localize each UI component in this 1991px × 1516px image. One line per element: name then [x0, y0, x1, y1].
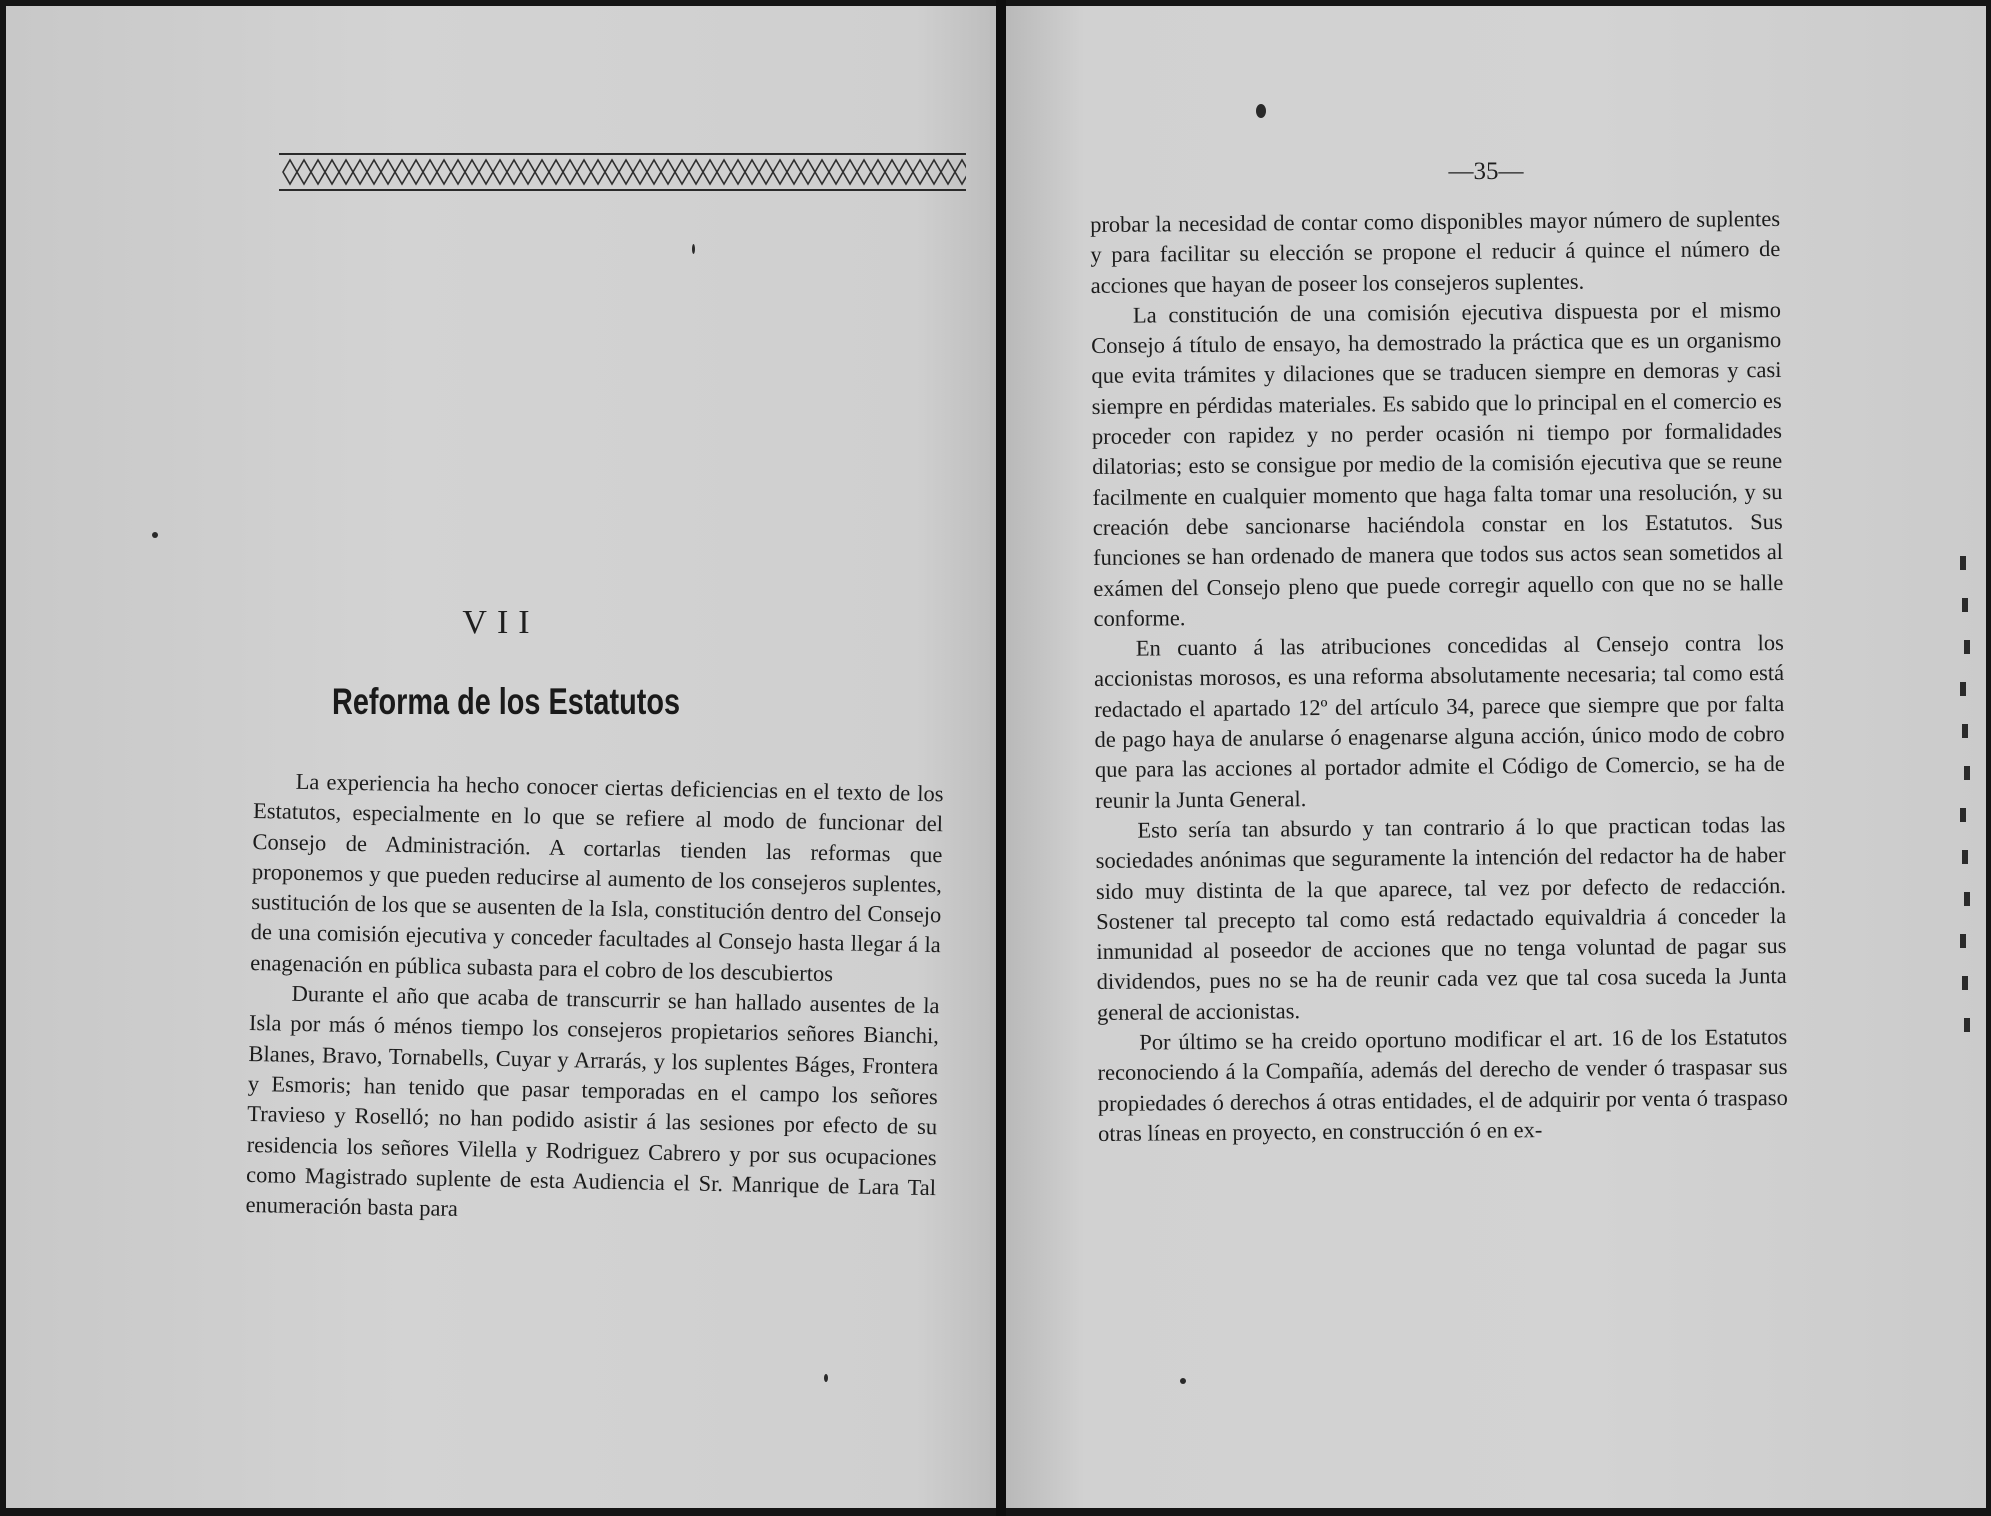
ink-speck: [824, 1374, 828, 1382]
bleed-mark: [1964, 892, 1970, 906]
bleed-mark: [1960, 556, 1966, 570]
bleed-mark: [1962, 724, 1968, 738]
ornament-diamond: [829, 160, 843, 184]
ornament-diamond: [731, 160, 745, 184]
ornament-diamond: [647, 160, 661, 184]
ornament-diamond: [451, 160, 465, 184]
ornament-diamond: [507, 160, 521, 184]
left-body-text: [245, 766, 944, 1234]
ornament-diamond: [381, 160, 395, 184]
ornament-diamond: [885, 160, 899, 184]
paragraph: Esto sería tan absurdo y tan contrario á lo que practican todas las sociedades anónimas que seguramente la intención del redactor ha de haber sido muy distinta de la que aparece, tal vez por defecto de redacción. Sostener tal precepto tal como está redactado equivaldria á conceder la inmunidad al poseedor de acciones que no tenga voluntad de pagar sus dividendos, pues no se ha de reunir cada vez que tal cosa suceda la Junta general de accionistas.: [1095, 811, 1787, 1025]
ornament-diamond: [409, 160, 423, 184]
ornament-diamond: [815, 160, 829, 184]
paragraph: probar la necesidad de contar como disponibles mayor número de suplentes y para facilitar su elección se propone el reducir á quince el número de acciones que hayan de poseer los consejeros suplentes.: [1090, 205, 1781, 298]
ornament-diamond: [857, 160, 871, 184]
ornament-diamond: [745, 160, 759, 184]
bleed-mark: [1964, 640, 1970, 654]
ornament-diamond: [773, 160, 787, 184]
ornament-diamond: [661, 160, 675, 184]
edge-bleed-marks: [1954, 546, 1976, 1066]
ornament-diamond: [367, 160, 381, 184]
ornament-diamond: [521, 160, 535, 184]
ornament-diamond: [633, 160, 647, 184]
bleed-mark: [1964, 766, 1970, 780]
ornament-diamond: [717, 160, 731, 184]
ink-speck: [152, 532, 158, 538]
right-body-text: [1090, 204, 1788, 1149]
paragraph: En cuanto á las atribuciones concedidas al Censejo contra los accionistas morosos, es una reforma absolutamente necesaria; tal como está redactado el apartado 12º del artículo 34, parece que siempre que por falta de pago haya de anularse ó enagenarse alguna acción, único modo de cobro que para las acciones al portador admite el Código de Comercio, se ha de reunir la Junta General.: [1093, 630, 1785, 813]
ornament-diamond: [465, 160, 479, 184]
ornament-diamond: [703, 160, 717, 184]
bleed-mark: [1962, 976, 1968, 990]
bleed-mark: [1964, 1018, 1970, 1032]
ink-speck: [1180, 1378, 1186, 1384]
ornament-diamond: [787, 160, 801, 184]
ornament-diamond: [423, 160, 437, 184]
bleed-mark: [1962, 850, 1968, 864]
paragraph: La experiencia ha hecho conocer ciertas deficiencias en el texto de los Estatutos, especialmente en lo que se refiere al modo de funcionar del Consejo de Administración. A cortarlas tienden las reformas que proponemos y que pueden reducirse al aumento de los consejeros suplentes, sustitución de los que se ausenten de la Isla, constitución dentro del Consejo de una comisión ejecutiva y conceder facultades al Consejo hasta llegar á la enagenación en pública subasta para el cobro de los descubiertos: [249, 768, 944, 986]
ornament-diamond: [437, 160, 451, 184]
ornament-diamond: [297, 160, 311, 184]
ornament-diamond: [843, 160, 857, 184]
ornament-diamond: [339, 160, 353, 184]
ornament-diamond: [955, 160, 966, 184]
ornament-diamond: [913, 160, 927, 184]
ornamental-border: [279, 152, 966, 192]
ornament-diamond: [577, 160, 591, 184]
left-page: [6, 6, 996, 1508]
ornament-diamond: [605, 160, 619, 184]
ornament-diamond: [927, 160, 941, 184]
book-spine: [996, 0, 1006, 1516]
ornament-diamond: [591, 160, 605, 184]
ornament-diamond: [353, 160, 367, 184]
ornament-diamond: [899, 160, 913, 184]
ink-speck: [692, 244, 695, 254]
ornament-diamond: [941, 160, 955, 184]
ornament-diamond: [479, 160, 493, 184]
ornament-diamond: [493, 160, 507, 184]
bleed-mark: [1960, 808, 1966, 822]
ornament-diamond: [395, 160, 409, 184]
ornament-diamond: [675, 160, 689, 184]
page-number: —35—: [1448, 158, 1524, 185]
paragraph: Durante el año que acaba de transcurrir se han hallado ausentes de la Isla por más ó ménos tiempo los consejeros propietarios señores Bianchi, Blanes, Bravo, Tornabells, Cuyar y Arrarás, y los suplentes Báges, Frontera y Esmoris; han tenido que pasar temporadas en el campo los señores Travieso y Roselló; no han podido asistir á las sesiones por efecto de su residencia los señores Vilella y Rodriguez Cabrero y por sus ocupaciones como Magistrado suplente de esta Audiencia el Sr. Manrique de Lara Tal enumeración basta para: [245, 980, 940, 1222]
right-page: [1006, 6, 1986, 1508]
paragraph: La constitución de una comisión ejecutiva dispuesta por el mismo Consejo á título de ensayo, ha demostrado la práctica que es un organismo que evita trámites y dilaciones que se traducen siempre en demoras y casi siempre en pérdidas materiales. Es sabido que lo principal en el comercio es proceder con rapidez y no perder ocasión ni tiempo por formalidades dilatorias; esto se consigue por medio de la comisión ejecutiva que se reune facilmente en cualquier momento que haga falta tomar una resolución, y su creación debe sancionarse haciéndola constar en los Estatutos. Sus funciones se han ordenado de manera que todos sus actos sean sometidos al exámen del Consejo pleno que puede corregir aquello con que no se halle conforme.: [1091, 296, 1784, 631]
ornament-diamond: [759, 160, 773, 184]
bleed-mark: [1960, 934, 1966, 948]
ornament-diamond: [325, 160, 339, 184]
chapter-number: VII: [462, 604, 540, 641]
ornament-diamond: [801, 160, 815, 184]
ornament-diamond: [535, 160, 549, 184]
ornament-diamond: [689, 160, 703, 184]
ornament-diamond: [549, 160, 563, 184]
ornament-diamond: [563, 160, 577, 184]
ornament-diamond: [311, 160, 325, 184]
chapter-title: Reforma de los Estatutos: [331, 681, 681, 722]
paragraph: Por último se ha creido oportuno modificar el art. 16 de los Estatutos reconociendo á la Compañía, además del derecho de vender ó traspasar sus propiedades ó derechos á otras entidades, el de adquirir por venta ó traspaso otras líneas en proyecto, en construcción ó en ex-: [1097, 1023, 1788, 1146]
ornament-diamond: [619, 160, 633, 184]
ornament-diamond: [283, 160, 297, 184]
bleed-mark: [1962, 598, 1968, 612]
bleed-mark: [1960, 682, 1966, 696]
ornament-diamond: [871, 160, 885, 184]
ink-speck: [1256, 104, 1266, 118]
